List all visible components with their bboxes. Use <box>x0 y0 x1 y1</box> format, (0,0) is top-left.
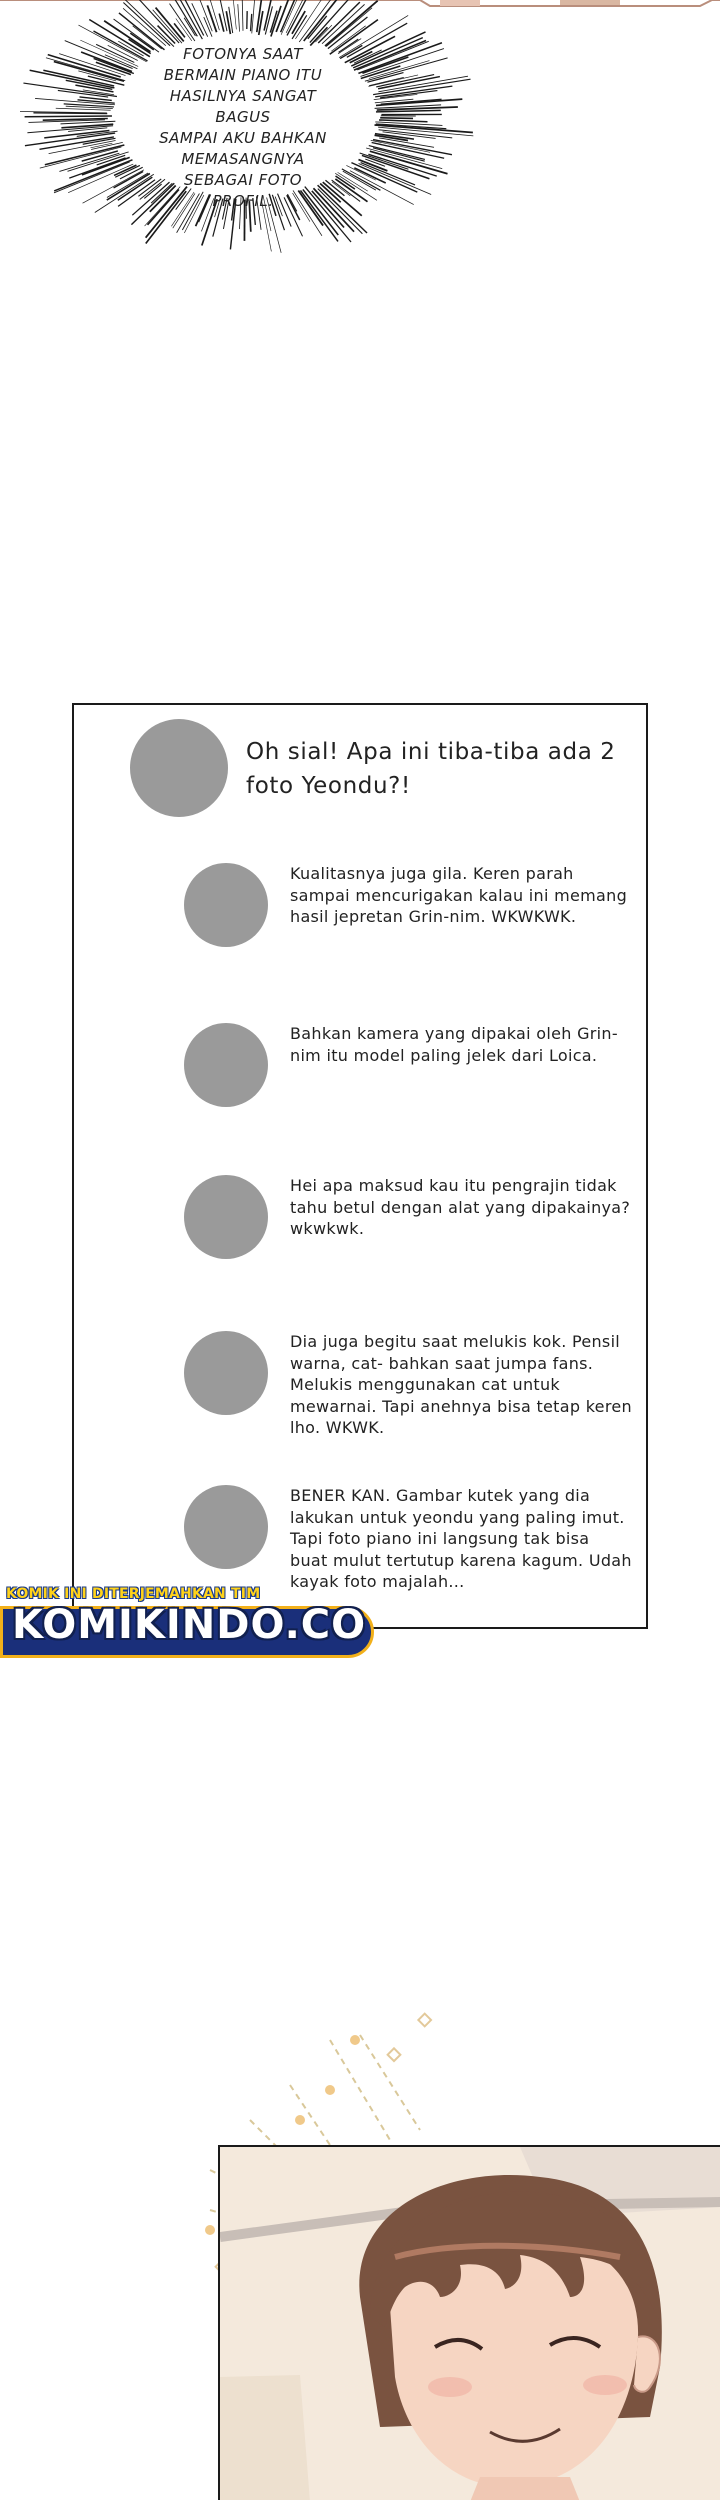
burst-line <box>340 45 362 58</box>
character-illustration-panel <box>218 2145 720 2500</box>
reply-avatar <box>184 1023 268 1107</box>
watermark-logo-text: KOMIKINDO.CO <box>12 1602 367 1648</box>
burst-line <box>252 0 256 33</box>
burst-line <box>373 140 452 155</box>
burst-line <box>136 0 179 43</box>
reply-text: Dia juga begitu saat melukis kok. Pensil warna, cat- bahkan saat jumpa fans. Melukis menggunakan cat untuk mewarnai. Tapi anehnya bisa tetap keren lho. WKWK. <box>290 1332 632 1437</box>
burst-line <box>376 99 462 105</box>
burst-line <box>25 116 112 117</box>
burst-line <box>238 4 240 31</box>
main-post-text: Oh sial! Apa ini tiba-tiba ada 2 foto Yeondu?! <box>246 739 616 799</box>
burst-line <box>371 140 430 152</box>
burst-line <box>170 4 195 41</box>
burst-line <box>339 15 408 57</box>
burst-line <box>376 75 434 87</box>
burst-line <box>379 120 427 122</box>
burst-line <box>257 0 265 32</box>
reply-text: Bahkan kamera yang dipakai oleh Grin-nim itu model paling jelek dari Loica. <box>290 1024 618 1065</box>
reply-avatar <box>184 863 268 947</box>
reply-avatar <box>184 1485 268 1569</box>
burst-line <box>219 14 224 32</box>
burst-line <box>54 160 132 191</box>
burst-line <box>81 52 132 72</box>
burst-line <box>376 110 441 112</box>
reply-text: Hei apa maksud kau itu pengrajin tidak tahu betul dengan alat yang dipakainya? wkwkwk. <box>290 1176 631 1238</box>
burst-line <box>56 108 111 110</box>
reply-text: BENER KAN. Gambar kutek yang dia lakukan untuk yeondu yang paling imut. Tapi foto piano ini langsung tak bisa buat mulut tertutup karena kagum. Udah kayak foto majalah... <box>290 1486 632 1591</box>
speech-bubble-text: FOTONYA SAAT BERMAIN PIANO ITU HASILNYA SANGAT BAGUS SAMPAI AKU BAHKAN MEMASANGNYA SEBAGAI FOTO PROFIL. <box>159 45 327 210</box>
burst-line <box>359 164 432 195</box>
burst-line <box>175 0 198 36</box>
burst-line <box>95 174 154 212</box>
burst-line <box>374 94 418 99</box>
burst-line <box>380 118 413 119</box>
burst-line <box>215 0 227 31</box>
burst-line <box>251 14 252 31</box>
burst-line <box>65 41 133 69</box>
reply-text: Kualitasnya juga gila. Keren parah sampai mencurigakan kalau ini memang hasil jepretan Grin-nim. WKWKWK. <box>290 864 628 926</box>
burst-line <box>242 0 243 31</box>
burst-line <box>60 121 115 124</box>
reply-avatar <box>184 1175 268 1259</box>
speech-burst <box>20 0 520 310</box>
watermark-caption: KOMIK INI DITERJEMAHKAN TIM <box>6 1586 261 1602</box>
translator-watermark <box>0 1582 380 1664</box>
smiling-character-illustration <box>220 2147 720 2500</box>
main-post-avatar <box>130 719 228 817</box>
reply-avatar <box>184 1331 268 1415</box>
burst-line <box>54 162 130 193</box>
burst-line <box>43 70 114 86</box>
social-feed-panel <box>72 703 648 1629</box>
